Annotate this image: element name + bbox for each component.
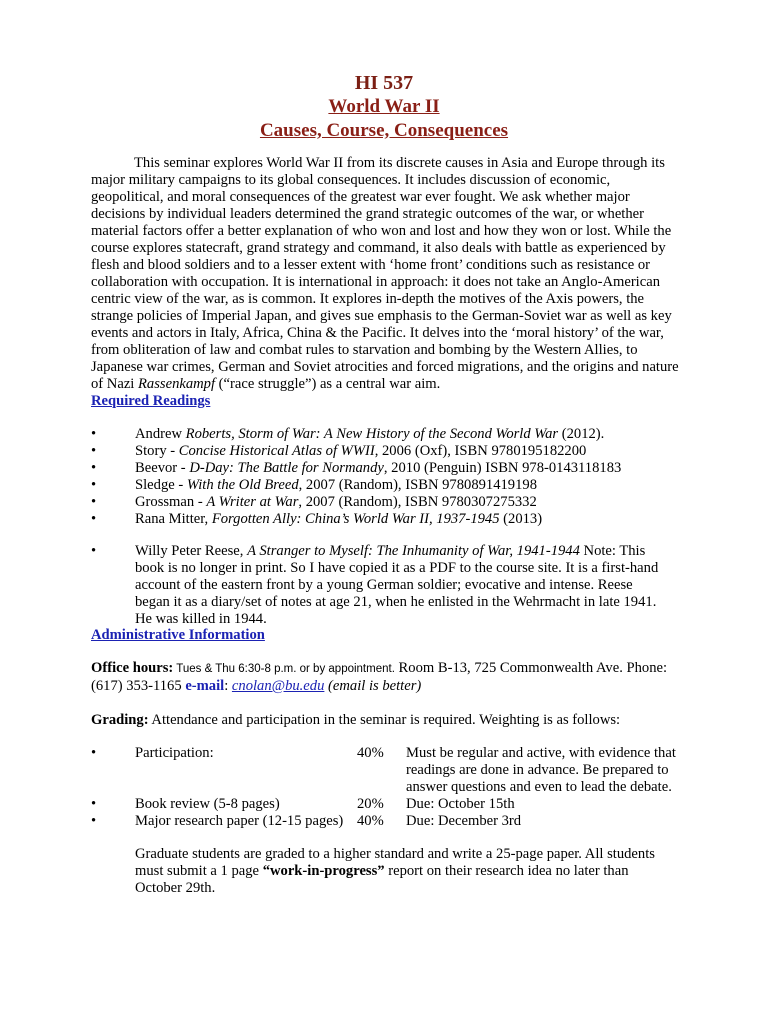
email-separator: : <box>224 678 232 694</box>
course-subtitle: Causes, Course, Consequences <box>259 120 509 141</box>
grading-text: Attendance and participation in the seminar is required. Weighting is as follows: <box>148 712 621 728</box>
course-title: World War II <box>328 96 440 117</box>
grading-weight: 40% <box>357 813 384 829</box>
list-item <box>91 494 691 511</box>
intro-tail: (“race struggle”) as a central war aim. <box>215 376 441 392</box>
grading-item: Book review (5-8 pages) <box>135 796 280 812</box>
graduate-note-tail: report on their research idea no later than October 29th. <box>135 863 629 896</box>
reading-title: Concise Historical Atlas of WWII <box>178 443 375 459</box>
grading-weight: 20% <box>357 796 384 812</box>
list-item <box>91 443 691 460</box>
office-hours-label: Office hours: <box>91 660 174 676</box>
bullet: • <box>91 745 97 761</box>
reading-author: Rana Mitter, <box>135 511 212 527</box>
graduate-note-text: Graduate students are graded to a higher standard and write a 25-page paper. All students must submit a 1 page <box>135 846 655 879</box>
bullet: • <box>91 477 97 493</box>
office-hours-block <box>91 660 681 695</box>
required-readings-heading[interactable]: Required Readings <box>91 393 211 409</box>
bullet: • <box>91 796 97 812</box>
reese-list <box>91 543 691 628</box>
intro-italic: Rassenkampf <box>138 376 216 392</box>
grading-label: Grading: <box>91 712 149 728</box>
reading-details: (2012). <box>558 426 605 442</box>
table-row <box>91 796 677 813</box>
reading-details: , 2007 (Random), ISBN 9780307275332 <box>298 494 537 510</box>
reading-title: A Writer at War <box>206 494 299 510</box>
list-item <box>91 511 691 528</box>
grading-note: Must be regular and active, with evidence that readings are done in advance. Be prepared to answer questions and even to lead the debate. <box>406 745 676 795</box>
reading-author: Willy Peter Reese, <box>135 543 248 559</box>
bullet: • <box>91 813 97 829</box>
bullet: • <box>91 443 97 459</box>
reading-author: Sledge - <box>135 477 187 493</box>
reading-title: A Stranger to Myself: The Inhumanity of War, 1941-1944 <box>247 543 580 559</box>
grading-note: Due: December 3rd <box>406 813 522 829</box>
bullet: • <box>91 543 97 559</box>
office-location: Room B-13, 725 Commonwealth Ave. Phone: (617) 353-1165 <box>91 660 668 694</box>
grading-note: Due: October 15th <box>406 796 515 812</box>
title-block <box>0 72 768 143</box>
bullet: • <box>91 426 97 442</box>
list-item <box>91 426 691 443</box>
list-item <box>91 477 691 494</box>
bullet: • <box>91 511 97 527</box>
intro-paragraph <box>91 155 681 393</box>
grading-item: Major research paper (12-15 pages) <box>135 813 344 829</box>
reading-title: D-Day: The Battle for Normandy <box>189 460 384 476</box>
reading-details: , 2010 (Penguin) ISBN 978-0143118183 <box>383 460 622 476</box>
reading-author: Beevor - <box>135 460 190 476</box>
table-row <box>91 813 677 830</box>
course-code: HI 537 <box>354 72 414 94</box>
bullet: • <box>91 460 97 476</box>
email-label: e-mail <box>185 678 225 694</box>
reading-title: Forgotten Ally: China’s World War II, 1937-1945 <box>211 511 500 527</box>
reading-title: With the Old Breed <box>186 477 299 493</box>
work-in-progress-label: “work-in-progress” <box>262 863 385 879</box>
graduate-note <box>135 846 675 897</box>
grading-weight: 40% <box>357 745 384 761</box>
table-row <box>91 745 677 796</box>
grading-item: Participation: <box>135 745 214 761</box>
reading-details: , 2007 (Random), ISBN 9780891419198 <box>298 477 537 493</box>
reading-author: Story - <box>135 443 179 459</box>
grading-intro <box>91 712 691 729</box>
office-hours-time: Tues & Thu 6:30-8 p.m. or by appointment. <box>173 663 395 675</box>
readings-list <box>91 426 691 528</box>
reading-author: Grossman - <box>135 494 207 510</box>
administrative-information-heading[interactable]: Administrative Information <box>91 627 265 643</box>
bullet: • <box>91 494 97 510</box>
reading-title: Roberts, Storm of War: A New History of the Second World War <box>185 426 559 442</box>
reading-details: , 2006 (Oxf), ISBN 9780195182200 <box>374 443 587 459</box>
email-link[interactable]: cnolan@bu.edu <box>231 678 325 694</box>
reading-details: (2013) <box>499 511 543 527</box>
intro-text: This seminar explores World War II from its discrete causes in Asia and Europe through its major military campaigns to its global consequences. It includes discussion of economic, geopolitical, and moral consequences of the greatest war ever fought. We ask whether major decisions by individual leaders determined the grand strategic outcomes of the war, or whether material factors offer a better explanation of who won and lost and how they won or lost. While the course explores statecraft, grand strategy and command, it also deals with battle as experienced by flesh and blood soldiers and to a lesser extent with ‘home front’ conditions such as resistance or collaboration with occupation. It is international in approach: it does not take an Anglo-American centric view of the war, as is common. It explores in-depth the motives of the Axis powers, the strange policies of Imperial Japan, and gives sue emphasis to the German-Soviet war as well as key events and actors in Italy, Africa, China & the Pacific. It delves into the ‘moral history’ of the war, from obliteration of law and combat rules to starvation and bombing by the Western Allies, to Japanese war crimes, German and Soviet atrocities and forced migrations, and the origins and nature of Nazi <box>91 155 679 392</box>
list-item <box>91 543 665 628</box>
reading-details: Note: This book is no longer in print. So I have copied it as a PDF to the course site. It is a first-hand account of the eastern front by a young German soldier; evocative and intense. Reese began it as a diary/set of notes at age 21, when he enlisted in the Wehrmacht in late 1941. He was killed in 1944. <box>135 543 659 627</box>
grading-table <box>91 745 677 830</box>
email-note: (email is better) <box>324 678 422 694</box>
reading-author: Andrew <box>135 426 186 442</box>
list-item <box>91 460 691 477</box>
